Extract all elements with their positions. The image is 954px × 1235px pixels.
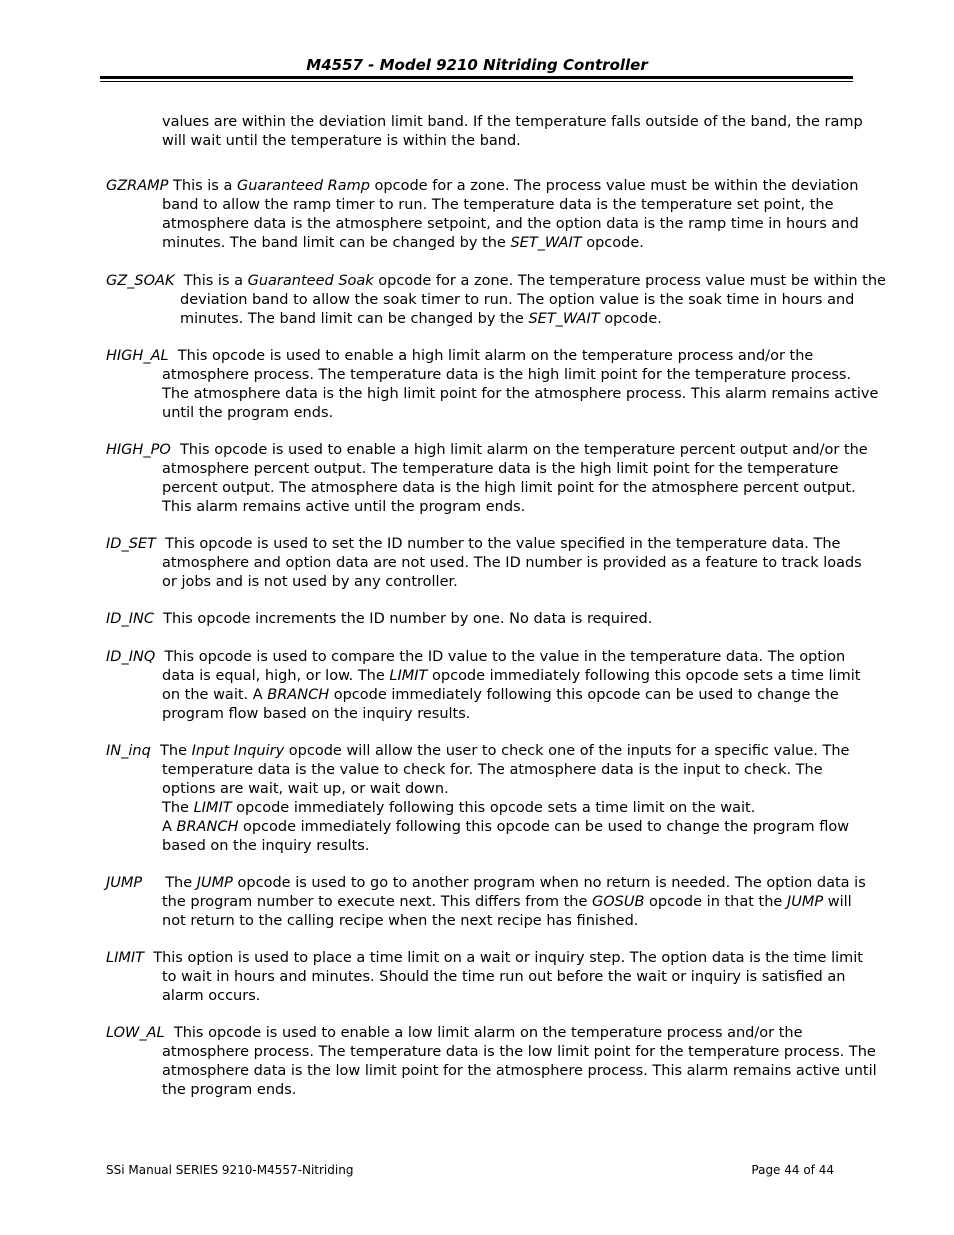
opcode-name: LOW_AL: [106, 1025, 165, 1041]
text-line: atmosphere process. The temperature data is the high limit point for the temperature process.: [162, 367, 852, 383]
text-line: A BRANCH opcode immediately following this opcode can be used to change the program flow: [162, 819, 850, 835]
text-line: band to allow the ramp timer to run. The temperature data is the temperature set point, the: [162, 197, 834, 213]
text-line: The LIMIT opcode immediately following this opcode sets a time limit on the wait.: [162, 800, 756, 816]
entry-first-line: HIGH_AL This opcode is used to enable a high limit alarm on the temperature process and/or the: [106, 348, 814, 364]
italic-term: SET_WAIT: [510, 235, 582, 251]
text-line: atmosphere data is the low limit point for the atmosphere process. This alarm remains active until: [162, 1063, 877, 1079]
entry-continuation: [162, 968, 854, 1006]
text-line: options are wait, wait up, or wait down.: [162, 781, 449, 797]
italic-term: GOSUB: [591, 894, 645, 910]
header-rule-thin: [100, 81, 853, 82]
text-line: will wait until the temperature is within the band.: [162, 133, 521, 149]
text-line: program flow based on the inquiry results.: [162, 706, 471, 722]
entry-continuation: [162, 554, 862, 592]
text-line: minutes. The band limit can be changed by the SET_WAIT opcode.: [162, 235, 644, 251]
italic-term: LIMIT: [389, 668, 428, 684]
text-line: This alarm remains active until the program ends.: [162, 499, 526, 515]
opcode-name: ID_INQ: [106, 649, 156, 665]
entry-first-line: GZ_SOAK This is a Guaranteed Soak opcode for a zone. The temperature process value must be within the: [106, 273, 886, 289]
opcode-name: IN_inq: [106, 743, 151, 759]
text-line: atmosphere percent output. The temperature data is the high limit point for the temperature: [162, 461, 839, 477]
entry-first-line: HIGH_PO This opcode is used to enable a high limit alarm on the temperature percent output and/or the: [106, 442, 868, 458]
italic-term: Input Inquiry: [191, 743, 285, 759]
entry-continuation: [162, 366, 879, 423]
italic-term: LIMIT: [193, 800, 232, 816]
italic-term: BRANCH: [176, 819, 239, 835]
italic-term: JUMP: [196, 875, 233, 891]
entry-continuation: [162, 761, 854, 856]
header-rule-thick: [100, 76, 853, 79]
text-line: on the wait. A BRANCH opcode immediately following this opcode can be used to change the: [162, 687, 839, 703]
opcode-name: ID_SET: [106, 536, 156, 552]
text-line: temperature data is the value to check for. The atmosphere data is the input to check. The: [162, 762, 823, 778]
entry-first-line: JUMP The JUMP opcode is used to go to another program when no return is needed. The option data is: [106, 875, 866, 891]
entry-first-line: IN_inq The Input Inquiry opcode will allow the user to check one of the inputs for a specific value. The: [106, 743, 850, 759]
entry-continuation: [180, 291, 854, 329]
text-line: based on the inquiry results.: [162, 838, 370, 854]
opcode-name: HIGH_AL: [106, 348, 169, 364]
text-line: data is equal, high, or low. The LIMIT opcode immediately following this opcode sets a time limit: [162, 668, 861, 684]
text-line: minutes. The band limit can be changed by the SET_WAIT opcode.: [180, 311, 662, 327]
entry-first-line: GZRAMP This is a Guaranteed Ramp opcode for a zone. The process value must be within the deviation: [106, 178, 859, 194]
text-line: not return to the calling recipe when the next recipe has finished.: [162, 913, 639, 929]
italic-term: Guaranteed Ramp: [236, 178, 370, 194]
text-line: the program ends.: [162, 1082, 297, 1098]
entry-first-line: ID_SET This opcode is used to set the ID number to the value specified in the temperature data. The: [106, 536, 841, 552]
text-line: percent output. The atmosphere data is the high limit point for the atmosphere percent output.: [162, 480, 856, 496]
italic-term: SET_WAIT: [528, 311, 600, 327]
opcode-name: GZRAMP: [106, 178, 169, 194]
opcode-name: JUMP: [106, 875, 143, 891]
text-line: values are within the deviation limit band. If the temperature falls outside of the band, the ramp: [162, 114, 863, 130]
entry-first-line: ID_INC This opcode increments the ID number by one. No data is required.: [106, 611, 653, 627]
text-line: atmosphere process. The temperature data is the low limit point for the temperature process. The: [162, 1044, 876, 1060]
entry-continuation: [162, 893, 854, 931]
entry-continuation: [162, 196, 859, 253]
text-line: to wait in hours and minutes. Should the time run out before the wait or inquiry is satisfied an: [162, 969, 846, 985]
entry-continuation: [162, 460, 854, 517]
footer-page-number: Page 44 of 44: [751, 1163, 834, 1177]
text-line: the program number to execute next. This differs from the GOSUB opcode in that the JUMP will: [162, 894, 852, 910]
opcode-name: LIMIT: [106, 950, 144, 966]
text-line: The atmosphere data is the high limit point for the atmosphere process. This alarm remains active: [162, 386, 879, 402]
entry-first-line: ID_INQ This opcode is used to compare the ID value to the value in the temperature data. The option: [106, 649, 846, 665]
text-line: alarm occurs.: [162, 988, 261, 1004]
text-line: deviation band to allow the soak timer to run. The option value is the soak time in hours and: [180, 292, 855, 308]
entry-continuation: [162, 1043, 877, 1100]
footer-manual-name: SSi Manual SERIES 9210-M4557-Nitriding: [106, 1163, 354, 1177]
opcode-name: HIGH_PO: [106, 442, 171, 458]
text-line: or jobs and is not used by any controller.: [162, 574, 458, 590]
text-line: atmosphere and option data are not used. The ID number is provided as a feature to track loads: [162, 555, 862, 571]
opcode-name: ID_INC: [106, 611, 154, 627]
entry-first-line: LIMIT This option is used to place a time limit on a wait or inquiry step. The option data is the time limit: [106, 950, 863, 966]
italic-term: JUMP: [786, 894, 824, 910]
italic-term: Guaranteed Soak: [247, 273, 374, 289]
italic-term: BRANCH: [267, 687, 330, 703]
text-line: until the program ends.: [162, 405, 334, 421]
entry-first-line: LOW_AL This opcode is used to enable a low limit alarm on the temperature process and/or the: [106, 1025, 803, 1041]
intro-lines: [162, 113, 863, 151]
page-header-title: M4557 - Model 9210 Nitriding Controller: [306, 56, 648, 74]
entry-continuation: [162, 667, 861, 724]
opcode-name: GZ_SOAK: [106, 273, 175, 289]
text-line: atmosphere data is the atmosphere setpoint, and the option data is the ramp time in hours and: [162, 216, 859, 232]
